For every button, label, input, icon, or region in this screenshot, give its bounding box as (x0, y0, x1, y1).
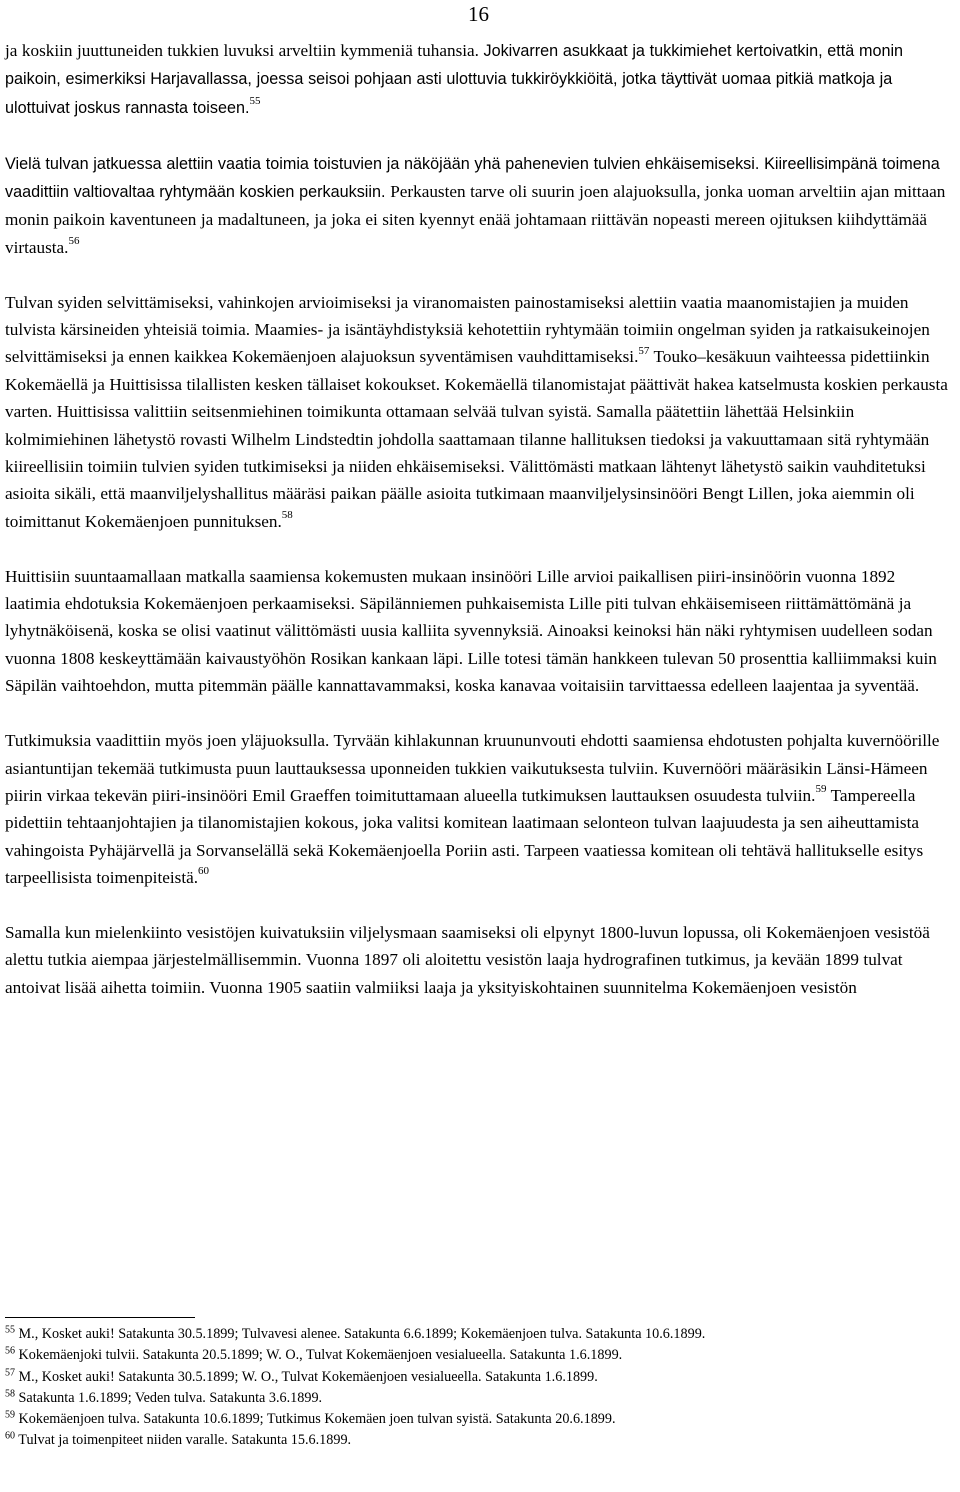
footnote-text: M., Kosket auki! Satakunta 30.5.1899; W. O., Tulvat Kokemäenjoen vesialueella. Satakunta 1.6.1899. (15, 1368, 598, 1385)
paragraph (5, 919, 955, 1001)
text-run: Touko–kesäkuun vaihteessa pidettiinkin Kokemäellä ja Huittisissa tilallisten kesken tällaiset kokoukset. Kokemäellä tilanomistajat päättivät hakea katselmusta koskien perkausta varten. Huittisissa valittiin seitsenmiehinen toimikunta ottamaan selvää tulvan syistä. Samalla päätettiin lähettää Helsinkiin kolmimiehinen lähetystö rovasti Wilhelm Lindstedtin johdolla saattamaan tilanne hallituksen tiedoksi ja vakuuttamaan sitä ryhtymään kiireellisiin toimiin tulvien syiden tutkimiseksi ja niiden ehkäisemiseksi. Välittömästi matkaan lähtenyt lähetystö saikin vauhditetuksi asioita sikäli, että maanviljelyshallitus määräsi paikan päälle asioita tutkimaan maanviljelysinsinööri Bengt Lillen, joka aiemmin oli toimittanut Kokemäenjoen punnituksen. (5, 347, 948, 531)
footnote-number: 55 (5, 1324, 15, 1336)
footnote (5, 1409, 955, 1430)
page-number: 16 (468, 2, 489, 26)
paragraph (5, 289, 955, 536)
paragraph (5, 37, 955, 122)
footnote (5, 1324, 955, 1345)
footnote-reference: 56 (68, 235, 80, 248)
body-text (5, 37, 955, 1029)
footnote-number: 59 (5, 1409, 15, 1421)
footnote-reference: 55 (249, 95, 261, 108)
text-run: Jokivarren asukkaat ja tukkimiehet kertoivatkin, että monin paikoin, esimerkiksi Harjavallassa, joessa seisoi pohjaan asti ulottuvia tukkiröykkiöitä, jotka täyttivät uomaa pitkiä matkoja ja ulottuivat joskus rannasta toiseen. (5, 42, 904, 117)
text-run: Huittisiin suuntaamallaan matkalla saamiensa kokemusten mukaan insinööri Lille arvioi paikallisen piiri-insinöörin vuonna 1892 laatimia ehdotuksia Kokemäenjoen perkaamiseksi. Säpilänniemen puhkaisemista Lille piti tulvan ehkäisemiseen riittämättömänä ja lyhytnäköisenä, koska se olisi vaatinut välittömästi uusia kalliita syvennyksiä. Ainoaksi keinoksi hän näki ryhtymisen uudelleen sodan vuonna 1808 keskeyttämään kaivaustyöhön Rosikan kankaan läpi. Lille totesi tämän hankkeen tulevan 50 prosenttia kalliimmaksi kuin Säpilän vaihtoehdon, mutta pitemmän päälle kannattavammaksi, koska kanavaa voitaisiin tarvittaessa edelleen laajentaa ja syventää. (5, 566, 937, 696)
footnote-reference: 58 (281, 509, 293, 522)
text-run: Perkausten tarve oli suurin joen alajuoksulla, jonka uoman arveltiin ajan mittaan monin paikoin kaventuneen ja madaltuneen, ja joka ei siten kyennyt enää johtamaan riittävän nopeasti mereen ojituksen kiihdyttämää virtausta. (5, 182, 946, 257)
footnote (5, 1388, 955, 1409)
footnote-text: Satakunta 1.6.1899; Veden tulva. Satakunta 3.6.1899. (15, 1389, 323, 1406)
footnote-number: 56 (5, 1345, 15, 1357)
footnote (5, 1430, 955, 1451)
paragraph (5, 727, 955, 891)
footnote (5, 1345, 955, 1366)
footnote-reference: 59 (815, 783, 827, 796)
text-run: ja koskiin juuttuneiden tukkien luvuksi arveltiin kymmeniä tuhansia. (5, 41, 484, 60)
text-run: Tampereella pidettiin tehtaanjohtajien ja tilanomistajien kokous, joka valitsi komitean laatimaan selonteon tulvan laajuudesta ja sen aiheuttamista vahingoista Pyhäjärvellä ja Sorvanselällä sekä Kokemäenjoella Poriin asti. Tarpeen vaatiessa komitean oli tehtävä hallitukselle esitys tarpeellisista toimenpiteistä. (5, 785, 924, 888)
paragraph (5, 563, 955, 700)
text-run: Samalla kun mielenkiinto vesistöjen kuivatuksiin viljelysmaan saamiseksi oli elpynyt 1800-luvun lopussa, oli Kokemäenjoen vesistöä alettu tutkia aiempaa järjestelmällisemmin. Vuonna 1897 oli aloitettu vesistön laaja hydrografinen tutkimus, ja kevään 1899 tulvat antoivat lisää aihetta toimiin. Vuonna 1905 saatiin valmiiksi laaja ja yksityiskohtainen suunnitelma Kokemäenjoen vesistön (5, 922, 930, 997)
text-run: Tutkimuksia vaadittiin myös joen yläjuoksulla. Tyrvään kihlakunnan kruununvouti ehdotti saamiensa ehdotusten pohjalta kuvernöörille asiantuntijan tekemää tutkimusta puun lauttauksessa uponneiden tukkien vaikutuksesta tulviin. Kuvernööri määräsikin Länsi-Hämeen piirin virkaa tekevän piiri-insinööri Emil Graeffen toimituttamaan alueella tutkimuksen lauttauksen osuudesta tulviin. (5, 731, 940, 805)
footnote-text: Kokemäenjoen tulva. Satakunta 10.6.1899; Tutkimus Kokemäen joen tulvan syistä. Satakunta 20.6.1899. (15, 1411, 616, 1428)
footnote-number: 58 (5, 1388, 15, 1400)
footnote-reference: 57 (638, 344, 650, 357)
footnotes (5, 1324, 955, 1452)
footnote (5, 1367, 955, 1388)
footnote-separator (5, 1317, 195, 1318)
footnote-number: 60 (5, 1430, 15, 1442)
text-run: Tulvan syiden selvittämiseksi, vahinkojen arvioimiseksi ja viranomaisten painostamiseksi alettiin vaatia maanomistajien ja muiden tulvista kärsineiden yhteisiä toimia. Maamies- ja isäntäyhdistyksiä kehotettiin ryhtymään toimiin ongelman syiden ja ratkaisukeinojen selvittämiseksi ja ennen kaikkea Kokemäenjoen alajuoksun syventämisen vauhdittamiseksi. (5, 292, 930, 367)
text-run: Vielä tulvan jatkuessa alettiin vaatia toimia toistuvien ja näköjään yhä pahenevien tulvien ehkäisemiseksi. Kiireellisimpänä toimena vaadittiin valtiovaltaa ryhtymään koskien perkauksiin. (5, 154, 940, 202)
paragraph (5, 150, 955, 262)
footnote-text: Kokemäenjoki tulvii. Satakunta 20.5.1899; W. O., Tulvat Kokemäenjoen vesialueella. Satakunta 1.6.1899. (15, 1347, 623, 1364)
footnote-text: Tulvat ja toimenpiteet niiden varalle. Satakunta 15.6.1899. (15, 1432, 352, 1449)
footnote-text: M., Kosket auki! Satakunta 30.5.1899; Tulvavesi alenee. Satakunta 6.6.1899; Kokemäenjoen tulva. Satakunta 10.6.1899. (15, 1326, 706, 1342)
footnote-reference: 60 (198, 865, 210, 878)
footnote-number: 57 (5, 1366, 15, 1378)
